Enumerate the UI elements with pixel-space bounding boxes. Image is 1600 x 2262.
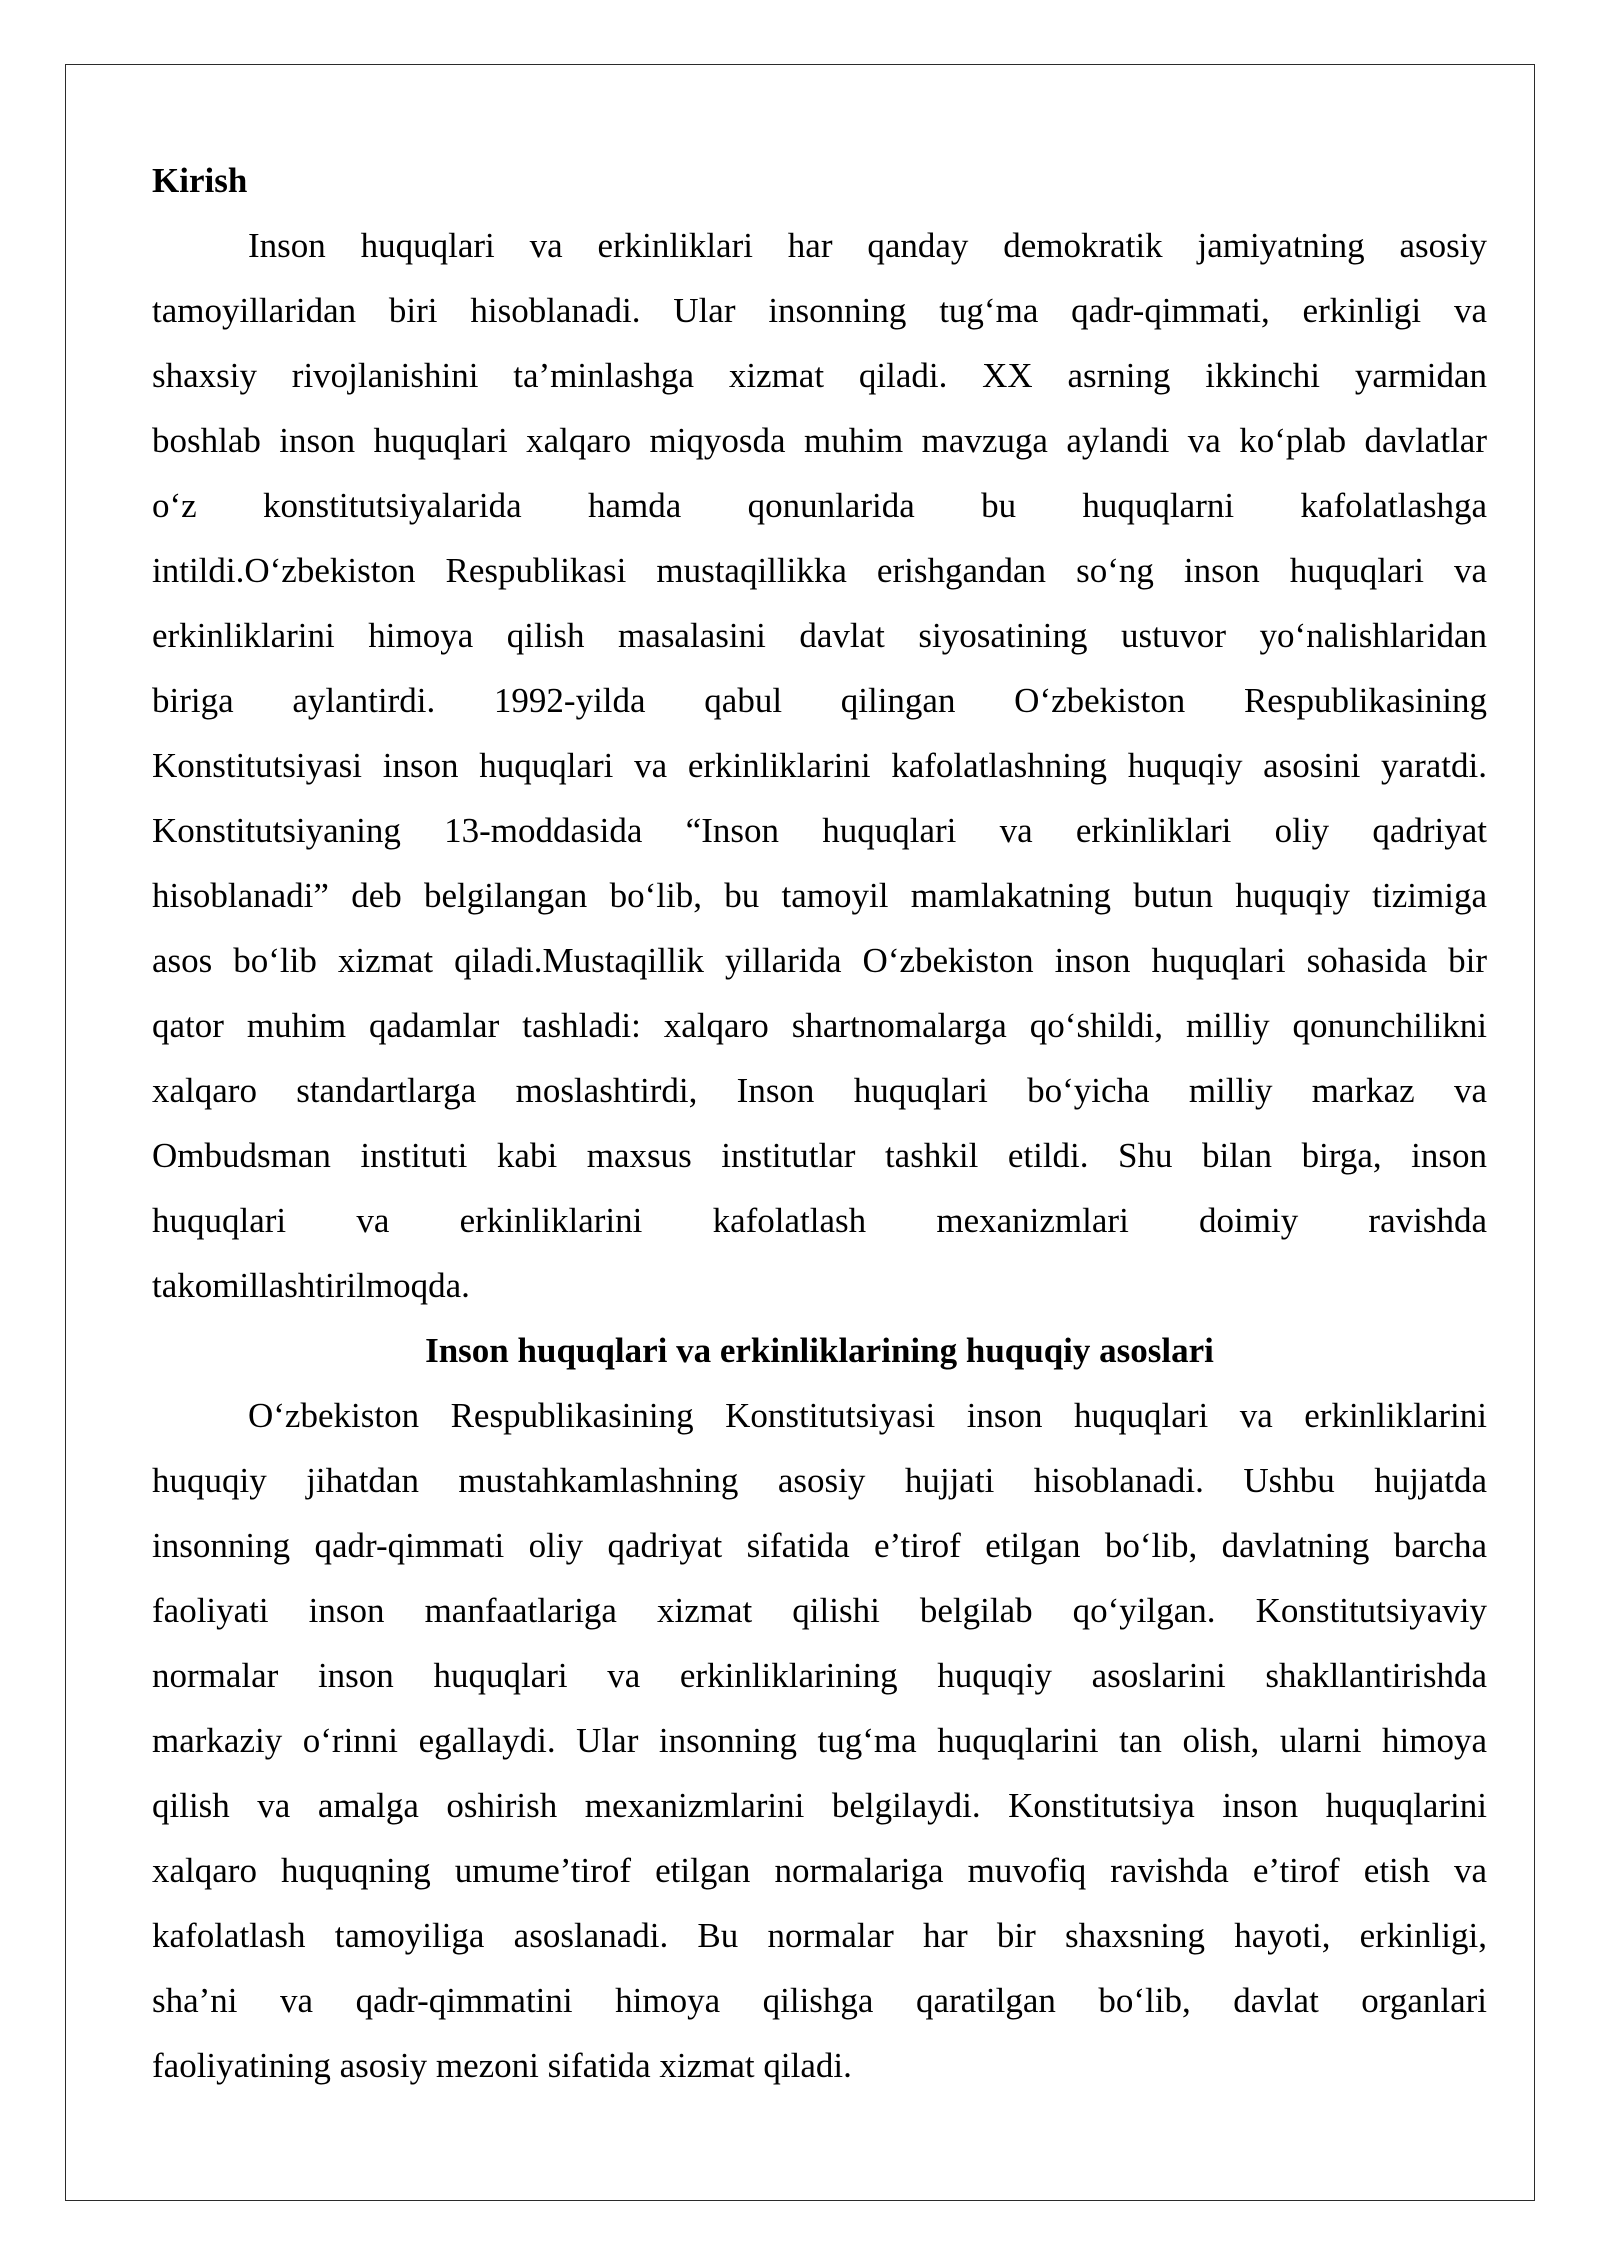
text-line: o‘z konstitutsiyalarida hamda qonunlarida bu huquqlarni kafolatlashga <box>152 486 1487 525</box>
text-line: Konstitutsiyasi inson huquqlari va erkinliklarini kafolatlashning huquqiy asosini yaratdi. <box>152 746 1487 785</box>
document-body <box>152 148 1487 2098</box>
text-line: kafolatlash tamoyiliga asoslanadi. Bu normalar har bir shaxsning hayoti, erkinligi, <box>152 1916 1487 1955</box>
section-heading: Inson huquqlari va erkinliklarining huquqiy asoslari <box>425 1331 1214 1370</box>
text-line: Ombudsman instituti kabi maxsus institutlar tashkil etildi. Shu bilan birga, inson <box>152 1136 1487 1175</box>
text-line: erkinliklarini himoya qilish masalasini davlat siyosatining ustuvor yo‘nalishlaridan <box>152 616 1487 655</box>
intro-heading: Kirish <box>152 161 248 200</box>
text-line: boshlab inson huquqlari xalqaro miqyosda muhim mavzuga aylandi va ko‘plab davlatlar <box>152 421 1487 460</box>
text-line: shaxsiy rivojlanishini ta’minlashga xizmat qiladi. XX asrning ikkinchi yarmidan <box>152 356 1487 395</box>
text-line: qilish va amalga oshirish mexanizmlarini belgilaydi. Konstitutsiya inson huquqlarini <box>152 1786 1487 1825</box>
text-line: sha’ni va qadr-qimmatini himoya qilishga qaratilgan bo‘lib, davlat organlari <box>152 1981 1487 2020</box>
text-line: takomillashtirilmoqda. <box>152 1266 470 1305</box>
text-line: huquqiy jihatdan mustahkamlashning asosiy hujjati hisoblanadi. Ushbu hujjatda <box>152 1461 1487 1500</box>
text-line: xalqaro standartlarga moslashtirdi, Inson huquqlari bo‘yicha milliy markaz va <box>152 1071 1487 1110</box>
text-line: huquqlari va erkinliklarini kafolatlash mexanizmlari doimiy ravishda <box>152 1201 1487 1240</box>
text-line: asos bo‘lib xizmat qiladi.Mustaqillik yillarida O‘zbekiston inson huquqlari sohasida bir <box>152 941 1487 980</box>
text-line: insonning qadr-qimmati oliy qadriyat sifatida e’tirof etilgan bo‘lib, davlatning barcha <box>152 1526 1487 1565</box>
text-line: biriga aylantirdi. 1992-yilda qabul qilingan O‘zbekiston Respublikasining <box>152 681 1487 720</box>
text-line: qator muhim qadamlar tashladi: xalqaro shartnomalarga qo‘shildi, milliy qonunchilikni <box>152 1006 1487 1045</box>
text-line: O‘zbekiston Respublikasining Konstitutsiyasi inson huquqlari va erkinliklarini <box>248 1396 1487 1435</box>
section-paragraph <box>152 1383 1487 2098</box>
text-line: xalqaro huquqning umume’tirof etilgan normalariga muvofiq ravishda e’tirof etish va <box>152 1851 1487 1890</box>
text-line: Inson huquqlari va erkinliklari har qanday demokratik jamiyatning asosiy <box>248 226 1487 265</box>
text-line: Konstitutsiyaning 13-moddasida “Inson huquqlari va erkinliklari oliy qadriyat <box>152 811 1487 850</box>
text-line: faoliyatining asosiy mezoni sifatida xizmat qiladi. <box>152 2046 852 2085</box>
text-line: intildi.O‘zbekiston Respublikasi mustaqillikka erishgandan so‘ng inson huquqlari va <box>152 551 1487 590</box>
text-line: markaziy o‘rinni egallaydi. Ular insonning tug‘ma huquqlarini tan olish, ularni himoya <box>152 1721 1487 1760</box>
text-line: tamoyillaridan biri hisoblanadi. Ular insonning tug‘ma qadr-qimmati, erkinligi va <box>152 291 1487 330</box>
text-line: hisoblanadi” deb belgilangan bo‘lib, bu tamoyil mamlakatning butun huquqiy tizimiga <box>152 876 1487 915</box>
intro-paragraph <box>152 213 1487 1318</box>
text-line: faoliyati inson manfaatlariga xizmat qilishi belgilab qo‘yilgan. Konstitutsiyaviy <box>152 1591 1487 1630</box>
text-line: normalar inson huquqlari va erkinliklarining huquqiy asoslarini shakllantirishda <box>152 1656 1487 1695</box>
